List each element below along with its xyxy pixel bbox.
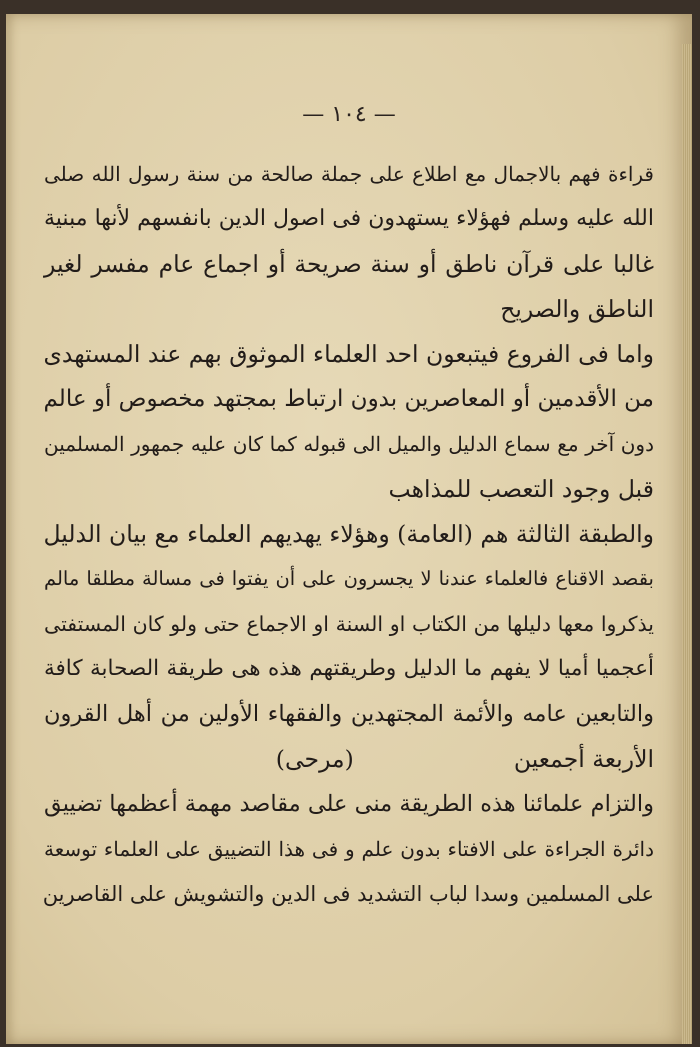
text-line: بقصد الاقناع فالعلماء عندنا لا يجسرون على أن يفتوا فى مسالة مطلقا مالم: [44, 567, 654, 590]
text-line: الناطق والصريح: [500, 295, 654, 323]
text-line: دون آخر مع سماع الدليل والميل الى قبوله كما كان عليه جمهور المسلمين: [44, 432, 654, 456]
text-line: واما فى الفروع فيتبعون احد العلماء الموثوق بهم عند المستهدى: [43, 340, 654, 368]
page-number: — ١٠٤ —: [302, 102, 396, 127]
text-line: غالبا على قرآن ناطق أو سنة صريحة أو اجماع عام مفسر لغير: [44, 250, 654, 278]
text-line: يذكروا معها دليلها من الكتاب او السنة او الاجماع حتى ولو كان المستفتى: [44, 612, 654, 636]
text-line: قبل وجود التعصب للمذاهب: [388, 475, 654, 503]
text-line: الله عليه وسلم فهؤلاء يستهدون فى اصول الدين بانفسهم لأنها مبنية: [44, 206, 654, 231]
text-line: من الأقدمين أو المعاصرين بدون ارتباط بمجتهد مخصوص أو عالم: [43, 386, 654, 412]
text-line: والطبقة الثالثة هم (العامة) وهؤلاء يهديهم العلماء مع بيان الدليل: [43, 520, 654, 548]
book-page: [6, 14, 692, 1044]
text-line: دائرة الجراءة على الافتاء بدون علم و فى هذا التضييق على العلماء توسعة: [44, 837, 654, 861]
text-line: على المسلمين وسدا لباب التشديد فى الدين والتشويش على القاصرين: [42, 882, 654, 906]
text-line: والتابعين عامه والأئمة المجتهدين والفقهاء الأولين من أهل القرون: [44, 701, 654, 727]
text-line: [44, 744, 654, 774]
text-line: والتزام علمائنا هذه الطريقة منى على مقاصد مهمة أعظمها تضييق: [44, 791, 654, 817]
text-line: أعجميا أميا لا يفهم ما الدليل وطريقتهم هذه هى طريقة الصحابة كافة: [44, 656, 654, 681]
text-line: قراءة فهم بالاجمال مع اطلاع على جملة صالحة من سنة رسول الله صلى: [44, 162, 654, 186]
signature: (مرحى): [275, 745, 354, 773]
text-line-end: الأربعة أجمعين: [513, 745, 654, 773]
page-edge: [682, 44, 692, 1044]
